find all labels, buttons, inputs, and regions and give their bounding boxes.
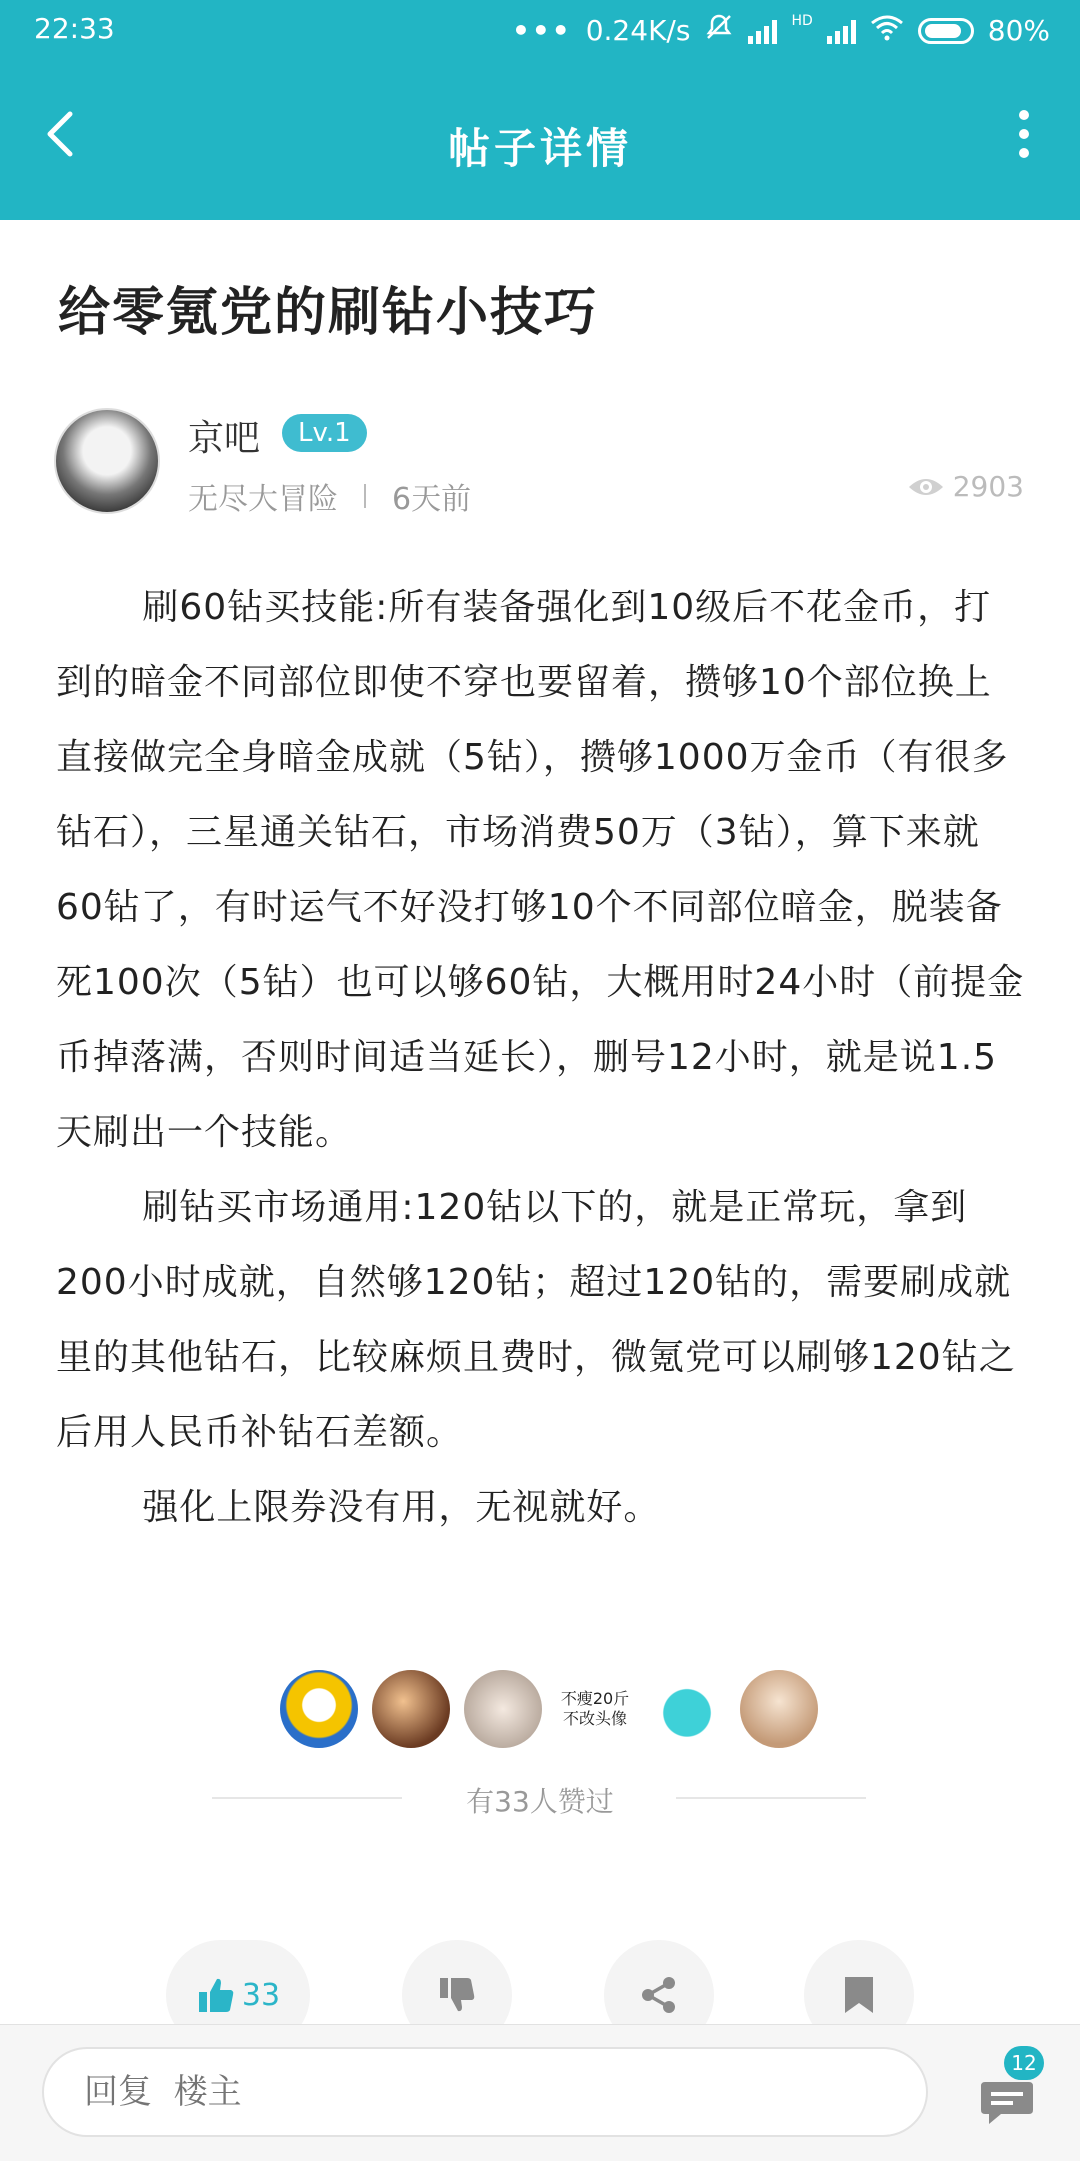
forum-name[interactable]: 无尽大冒险 [188,482,338,517]
level-badge: Lv.1 [282,414,367,452]
view-count-value: 2903 [952,470,1024,503]
liker-avatar-text: 不瘦20斤 [560,1689,630,1708]
signal-icon [748,18,777,44]
thumbs-down-icon [437,1975,477,2015]
divider-line [676,1797,866,1799]
status-right [512,12,1050,49]
view-count [907,470,1024,503]
app-bar [0,64,1080,220]
liker-avatar[interactable] [556,1670,634,1748]
more-notifications-icon: ••• [512,14,572,47]
liker-avatar[interactable] [648,1670,726,1748]
divider [364,484,366,508]
wifi-icon [870,13,904,48]
like-summary[interactable]: 有33人赞过 [466,1785,614,1818]
post-content [56,570,1026,1545]
content-paragraph: 刷60钻买技能:所有装备强化到10级后不花金币，打到的暗金不同部位即使不穿也要留着，攒够10个部位换上直接做完全身暗金成就（5钻），攒够1000万金币（有很多钻石），三星通关钻石，市场消费50万（3钻），算下来就60钻了，有时运气不好没打够10个不同部位暗金，脱装备死100次（5钻）也可以够60钻，大概用时24小时（前提金币掉落满，否则时间适当延长），删号12小时，就是说1.5天刷出一个技能。 [56,587,1025,1153]
more-dot [1019,129,1029,139]
reply-input[interactable] [42,2047,928,2137]
more-menu-button[interactable] [994,104,1054,164]
page-title: 帖子详情 [447,124,632,173]
thumbs-up-icon [196,1975,236,2015]
battery-icon [918,18,974,44]
network-speed: 0.24K/s [585,14,691,47]
content-paragraph: 强化上限券没有用，无视就好。 [142,1487,661,1528]
author-name[interactable]: 京吧 [188,418,261,459]
comment-count-badge: 12 [1004,2046,1044,2080]
eye-icon [907,475,945,499]
comment-icon [979,2076,1035,2128]
liker-avatar[interactable] [464,1670,542,1748]
author-avatar[interactable] [54,408,160,514]
hd-label: HD [791,12,813,29]
post-time: 6天前 [392,482,472,517]
content-paragraph: 刷钻买市场通用:120钻以下的，就是正常玩，拿到200小时成就，自然够120钻；超过120钻的，需要刷成就里的其他钻石，比较麻烦且费时，微氪党可以刷够120钻之后用人民币补钻石差额。 [56,1187,1016,1453]
liker-avatar-text: 不改头像 [562,1709,627,1728]
post-title: 给零氪党的刷钻小技巧 [58,283,599,343]
liker-avatar[interactable] [280,1670,358,1748]
post-meta [188,474,471,518]
liker-avatar[interactable] [740,1670,818,1748]
signal-icon-2 [827,18,856,44]
liker-avatars [280,1670,818,1748]
status-time: 22:33 [34,12,115,45]
more-dot [1019,148,1029,158]
bookmark-icon [842,1975,876,2015]
top-bar [0,0,1080,220]
liker-avatar[interactable] [372,1670,450,1748]
status-bar [0,0,1080,64]
like-count: 33 [241,1977,281,2013]
reply-bar [0,2024,1080,2161]
share-icon [639,1975,679,2015]
mute-icon [704,12,734,49]
battery-percent: 80% [987,14,1050,47]
more-dot [1019,110,1029,120]
